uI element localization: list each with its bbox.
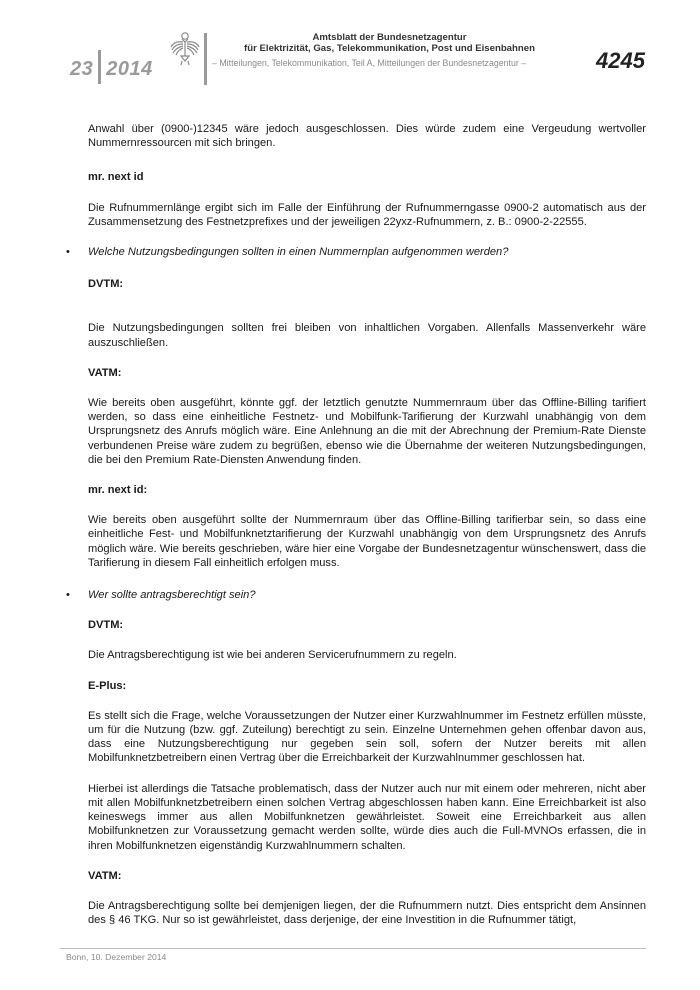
- question-item: [66, 245, 646, 259]
- question-item: [66, 588, 646, 602]
- footer-divider: [60, 948, 646, 949]
- paragraph: Hierbei ist allerdings die Tatsache problematisch, dass der Nutzer auch nur mit einem oder mehreren, nicht aber mit allen Mobilfunknetzbetreibern einen solchen Vertrag abgeschlossen haben kann. Eine Erreichbarkeit ist also keineswegs immer aus allen Mobilfunknetzen gewährleistet. Soweit eine Erreichbarkeit aus allen Mobilfunknetzen zur Voraussetzung gemacht werden sollte, würde dies auch die Full-MVNOs erfassen, die in ihren Mobilfunknetzen eigenständig Kurzwahlnummern schalten.: [88, 782, 646, 852]
- question-text: Wer sollte antragsberechtigt sein?: [88, 589, 256, 602]
- paragraph: Wie bereits oben ausgeführt sollte der Nummernraum über das Offline-Billing tarifierbar sein, so dass eine einheitliche Fest- und Mobilfunknetztarifierung der Kurzwahl unabhängig von dem Ursprungsnetz des Anrufs möglich wäre. Wie bereits geschrieben, wäre hier eine Vorgabe der Bundesnetzagentur wünschenswert, dass die Tarifierung in diesem Fall einheitlich erfolgen muss.: [88, 514, 646, 569]
- agency-title-line2: für Elektrizität, Gas, Telekommunikation, Post und Eisenbahnen: [244, 43, 535, 54]
- issue-label: [70, 50, 153, 84]
- footer-date: Bonn, 10. Dezember 2014: [66, 952, 167, 962]
- issue-number: 23: [70, 58, 94, 80]
- paragraph: Die Antragsberechtigung ist wie bei anderen Servicerufnummern zu regeln.: [88, 649, 457, 662]
- paragraph: Es stellt sich die Frage, welche Voraussetzungen der Nutzer einer Kurzwahlnummer im Festnetz erfüllen müsste, um für die Nutzung (bzw. ggf. Zuteilung) berechtigt zu sein. Einzelne Unternehmen gehen offenbar davon aus, dass eine Nutzungsberechtigung nur gegeben sein soll, sofern der Nutzer bereits mit allen Mobilfunknetzbetreibern einen Vertrag über die Erreichbarkeit der Kurzwahlnummer geschlossen hat.: [88, 709, 646, 765]
- paragraph: Die Nutzungsbedingungen sollten frei bleiben von inhaltlichen Vorgaben. Allenfalls Massenverkehr wäre auszuschließen.: [88, 322, 646, 349]
- section-subtitle: – Mitteilungen, Telekommunikation, Teil A, Mitteilungen der Bundesnetzagentur –: [212, 58, 527, 68]
- paragraph: Die Rufnummernlänge ergibt sich im Falle der Einführung der Rufnummerngasse 0900-2 automatisch aus der Zusammensetzung des Festnetzprefixes und der jeweiligen 22yxz-Rufnummern, z. B.: 0900-2-22555.: [88, 201, 646, 228]
- section-heading: E-Plus:: [88, 679, 127, 692]
- section-heading: VATM:: [88, 366, 122, 379]
- page-header: [0, 0, 700, 90]
- agency-title-line1: Amtsblatt der Bundesnetzagentur: [312, 32, 467, 43]
- federal-eagle-icon: [170, 30, 200, 66]
- section-heading: DVTM:: [88, 619, 124, 632]
- issue-year: 2014: [106, 58, 153, 80]
- bullet-icon: •: [66, 246, 70, 259]
- page-number: 4245: [596, 48, 645, 73]
- section-heading: VATM:: [88, 869, 122, 882]
- question-text: Welche Nutzungsbedingungen sollten in einen Nummernplan aufgenommen werden?: [88, 246, 509, 259]
- issue-divider: [98, 50, 101, 84]
- bullet-icon: •: [66, 589, 70, 602]
- header-divider: [204, 33, 207, 85]
- agency-title: [212, 32, 567, 54]
- section-heading: DVTM:: [88, 278, 124, 291]
- paragraph: Wie bereits oben ausgeführt, könnte ggf. der letztlich genutzte Nummernraum über das Offline-Billing tarifiert werden, so dass eine einheitliche Festnetz- und Mobilfunk-Tarifierung der Kurzwahl unabhängig von dem Ursprungsnetz des Anrufs möglich wäre. Eine Anlehnung an die mit der Abrechnung der Premium-Rate Dienste verbundenen Preise wäre zudem zu begrüßen, ebenso wie die Übernahme der weiteren Nutzungsbedingungen, die bei den Premium Rate-Diensten Anwendung finden.: [88, 397, 646, 466]
- section-heading: mr. next id:: [88, 484, 148, 497]
- paragraph: Die Antragsberechtigung sollte bei demjenigen liegen, der die Rufnummern nutzt. Dies entspricht dem Ansinnen des § 46 TKG. Nur so ist gewährleistet, dass derjenige, der eine Investition in die Rufnummer tätigt,: [88, 899, 646, 927]
- document-body: [66, 122, 646, 927]
- section-heading: mr. next id: [88, 171, 144, 184]
- paragraph: Anwahl über (0900-)12345 wäre jedoch ausgeschlossen. Dies würde zudem eine Vergeudung wertvoller Nummernressourcen mit sich bringen.: [88, 123, 646, 150]
